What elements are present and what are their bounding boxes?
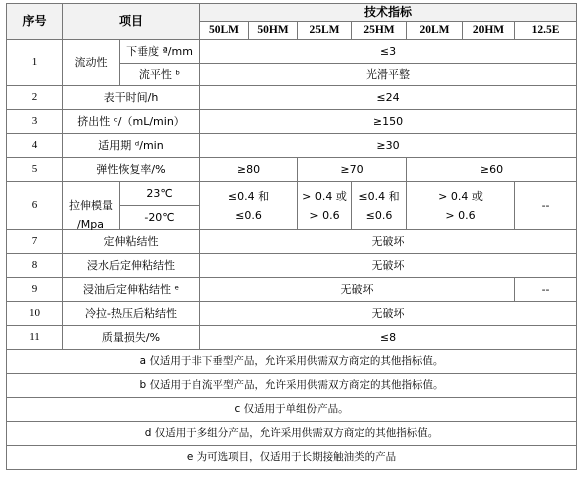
- row-number: 11: [7, 326, 63, 350]
- modulus-50lm: ≤0.4 和 ≤0.6: [200, 182, 298, 230]
- item-label: 表干时间/h: [63, 86, 200, 110]
- recovery-value-20: ≥60: [407, 158, 577, 182]
- row-number: 2: [7, 86, 63, 110]
- header-item: 项目: [63, 4, 200, 40]
- footnote-e: e 为可选项目，仅适用于长期接触油类的产品: [7, 446, 577, 470]
- row-number: 10: [7, 302, 63, 326]
- sag-label: 下垂度 ª/mm: [120, 40, 200, 64]
- temp-minus20-label: -20℃: [120, 206, 200, 230]
- item-value: 无破坏: [200, 254, 577, 278]
- leveling-value: 光滑平整: [200, 64, 577, 86]
- specification-table: [6, 3, 577, 470]
- item-value-12-5e: --: [515, 278, 577, 302]
- row-number: 9: [7, 278, 63, 302]
- item-label: 质量损失/%: [63, 326, 200, 350]
- item-label: 冷拉-热压后粘结性: [63, 302, 200, 326]
- header-tech: 技术指标: [200, 4, 577, 22]
- row-number: 3: [7, 110, 63, 134]
- item-label: 浸水后定伸粘结性: [63, 254, 200, 278]
- grade-25hm: 25HM: [352, 22, 407, 40]
- grade-50lm: 50LM: [200, 22, 249, 40]
- item-label: 定伸粘结性: [63, 230, 200, 254]
- item-value: ≤24: [200, 86, 577, 110]
- footnote-a: a 仅适用于非下垂型产品，允许采用供需双方商定的其他指标值。: [7, 350, 577, 374]
- item-label: 适用期 ᵈ/min: [63, 134, 200, 158]
- footnote-b: b 仅适用于自流平型产品，允许采用供需双方商定的其他指标值。: [7, 374, 577, 398]
- row-number: 7: [7, 230, 63, 254]
- header-seq: 序号: [7, 4, 63, 40]
- row-number: 6: [7, 182, 63, 230]
- item-label: 弹性恢复率/%: [63, 158, 200, 182]
- modulus-25lm: > 0.4 或 > 0.6: [298, 182, 352, 230]
- row-number: 5: [7, 158, 63, 182]
- item-value: ≤8: [200, 326, 577, 350]
- modulus-12-5e: --: [515, 182, 577, 230]
- modulus-25hm: ≤0.4 和 ≤0.6: [352, 182, 407, 230]
- item-value: ≥30: [200, 134, 577, 158]
- sag-value: ≤3: [200, 40, 577, 64]
- recovery-value-50: ≥80: [200, 158, 298, 182]
- row-number: 8: [7, 254, 63, 278]
- grade-20hm: 20HM: [463, 22, 515, 40]
- row-number: 1: [7, 40, 63, 86]
- modulus-label-line2: /Mpa: [77, 218, 104, 231]
- item-value: 无破坏: [200, 302, 577, 326]
- grade-12-5e: 12.5E: [515, 22, 577, 40]
- footnote-d: d 仅适用于多组分产品，允许采用供需双方商定的其他指标值。: [7, 422, 577, 446]
- item-label: 浸油后定伸粘结性 ᵉ: [63, 278, 200, 302]
- flow-label: 流动性: [63, 40, 120, 86]
- row-number: 4: [7, 134, 63, 158]
- leveling-label: 流平性 ᵇ: [120, 64, 200, 86]
- grade-50hm: 50HM: [249, 22, 298, 40]
- footnote-c: c 仅适用于单组份产品。: [7, 398, 577, 422]
- item-value: 无破坏: [200, 230, 577, 254]
- grade-20lm: 20LM: [407, 22, 463, 40]
- item-label: 挤出性 ᶜ/（mL/min）: [63, 110, 200, 134]
- temp-23-label: 23℃: [120, 182, 200, 206]
- modulus-20: > 0.4 或 > 0.6: [407, 182, 515, 230]
- grade-25lm: 25LM: [298, 22, 352, 40]
- item-value: 无破坏: [200, 278, 515, 302]
- recovery-value-25: ≥70: [298, 158, 407, 182]
- modulus-label-line1: 拉伸模量: [69, 199, 113, 212]
- item-value: ≥150: [200, 110, 577, 134]
